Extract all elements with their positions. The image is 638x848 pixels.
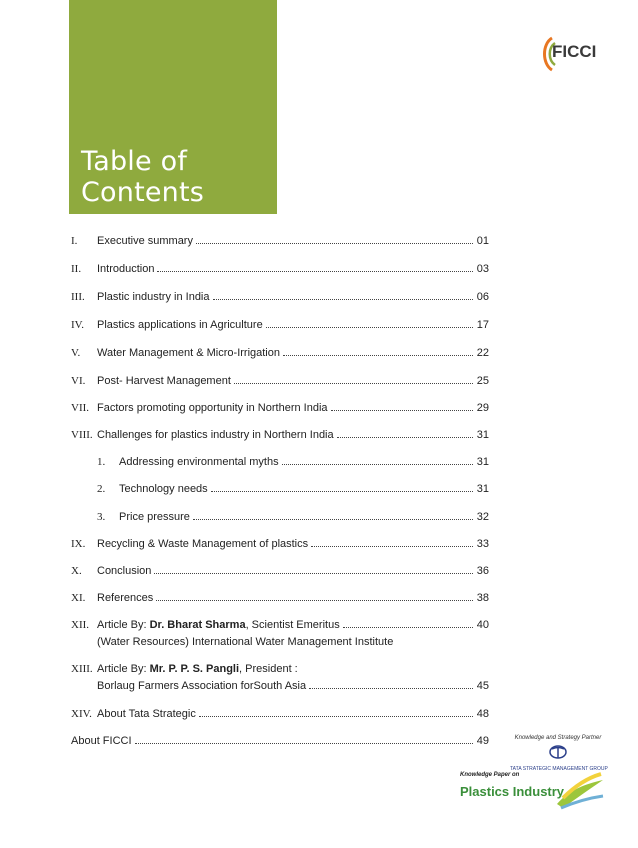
toc-title-line2: Borlaug Farmers Association forSouth Asia [97,680,307,692]
title-banner [69,0,277,214]
toc-number: XIII. [71,663,93,675]
brand-swoosh-icon [555,770,605,810]
toc-title: Conclusion [97,565,152,577]
tata-name: TATA STRATEGIC MANAGEMENT GROUP [510,766,608,772]
toc-page: 40 [476,619,489,631]
toc-title: Price pressure [119,511,190,523]
toc-number: 2. [97,483,106,495]
toc-number: VIII. [71,429,93,441]
toc-title: References [97,592,154,604]
toc-page: 25 [476,375,489,387]
author-name: Mr. P. P. S. Pangli [149,663,240,675]
toc-number: XII. [71,619,90,631]
paper-label: Knowledge Paper on [460,772,520,778]
toc-number: V. [71,347,81,359]
toc-title: Recycling & Waste Management of plastics [97,538,309,550]
toc-number: IV. [71,319,84,331]
toc-title: Challenges for plastics industry in Northern India [97,429,334,441]
toc-number: 3. [97,511,106,523]
toc-title: Introduction [97,263,155,275]
toc-page: 31 [476,483,489,495]
toc-title: About FICCI [71,735,132,747]
toc-number: X. [71,565,82,577]
toc-title: Technology needs [119,483,208,495]
toc-title: Article By: Mr. P. P. S. Pangli, President : [97,663,298,675]
tata-logo-icon [549,745,567,759]
toc-number: VI. [71,375,86,387]
toc-title: Factors promoting opportunity in Northern India [97,402,328,414]
toc-title-line2: (Water Resources) International Water Management Institute [97,636,394,648]
toc-title: Addressing environmental myths [119,456,279,468]
toc-title: Executive summary [97,235,193,247]
partner-block [510,735,606,772]
toc-title: Plastic industry in India [97,291,210,303]
toc-page: 06 [476,291,489,303]
toc-number: VII. [71,402,90,414]
toc-page: 36 [476,565,489,577]
toc-page: 45 [476,680,489,692]
plastics-industry-brand: Plastics Industry [460,784,565,799]
toc-page: 29 [476,402,489,414]
toc-page: 31 [476,456,489,468]
page-title: Table of Contents [81,146,205,208]
toc-page: 17 [476,319,489,331]
toc-number: IX. [71,538,86,550]
ficci-logo [538,34,602,74]
toc-title: Water Management & Micro-Irrigation [97,347,280,359]
toc-page: 49 [476,735,489,747]
toc-title: Article By: Dr. Bharat Sharma, Scientist Emeritus [97,619,340,631]
toc-page: 48 [476,708,489,720]
toc-number: XI. [71,592,86,604]
toc-page: 22 [476,347,489,359]
toc-page: 32 [476,511,489,523]
toc-page: 03 [476,263,489,275]
toc-title: Post- Harvest Management [97,375,231,387]
toc-number: I. [71,235,78,247]
ficci-logo-text: FICCI [552,42,597,61]
toc-title: Plastics applications in Agriculture [97,319,263,331]
toc-page: 33 [476,538,489,550]
toc-page: 38 [476,592,489,604]
toc-page: 01 [476,235,489,247]
toc-title: About Tata Strategic [97,708,196,720]
toc-number: 1. [97,456,106,468]
toc-number: II. [71,263,82,275]
toc-number: XIV. [71,708,92,720]
toc-number: III. [71,291,85,303]
partner-label: Knowledge and Strategy Partner [514,735,602,741]
toc-page: 31 [476,429,489,441]
author-name: Dr. Bharat Sharma [149,619,246,631]
